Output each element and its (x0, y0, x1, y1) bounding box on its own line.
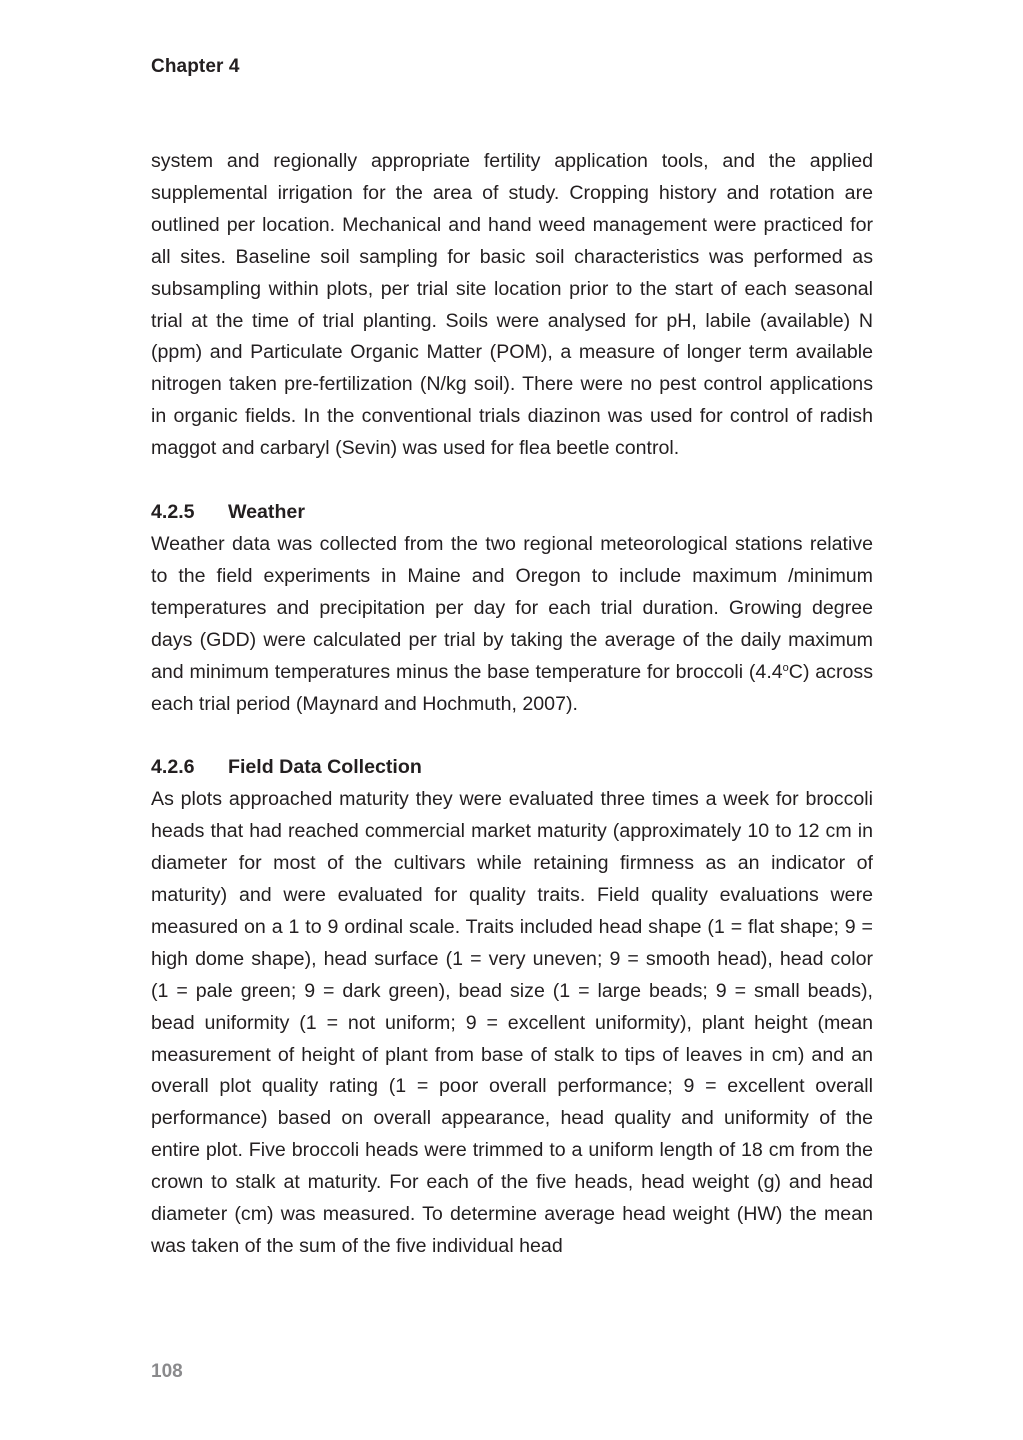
degree-symbol: o (782, 661, 789, 674)
field-data-paragraph: As plots approached maturity they were evaluated three times a week for broccoli heads that had reached commercial market maturity (approximately 10 to 12 cm in diameter for most of the cultivars while retaining firmness as an indicator of maturity) and were evaluated for quality traits. Field quality evaluations were measured on a 1 to 9 ordinal scale. Traits included head shape (1 = flat shape; 9 = high dome shape), head surface (1 = very uneven; 9 = smooth head), head color (1 = pale green; 9 = dark green), bead size (1 = large beads; 9 = small beads), bead uniformity (1 = not uniform; 9 = excellent uniformity), plant height (mean measurement of height of plant from base of stalk to tips of leaves in cm) and an overall plot quality rating (1 = poor overall performance; 9 = excellent overall performance) based on overall appearance, head quality and uniformity of the entire plot. Five broccoli heads were trimmed to a uniform length of 18 cm from the crown to stalk at maturity. For each of the five heads, head weight (g) and head diameter (cm) was measured. To determine average head weight (HW) the mean was taken of the sum of the five individual head (151, 788, 873, 1257)
weather-text-end: C) across each trial period (Maynard and Hochmuth, 2007). (151, 660, 873, 715)
body-text (151, 146, 873, 1263)
section-heading-weather (151, 497, 873, 529)
weather-text: Weather data was collected from the two regional meteorological stations relative to the field experiments in Maine and Oregon to include maximum /minimum temperatures and precipitation per day for each trial duration. Growing degree days (GDD) were calculated per trial by taking the average of the daily maximum and minimum temperatures minus the base temperature for broccoli (4.4 (151, 532, 873, 683)
chapter-header: Chapter 4 (151, 56, 240, 77)
weather-paragraph (151, 529, 873, 720)
section-number: 4.2.6 (151, 756, 195, 779)
section-heading-field-data (151, 752, 873, 784)
intro-paragraph: system and regionally appropriate fertility application tools, and the applied supplemental irrigation for the area of study. Cropping history and rotation are outlined per location. Mechanical and hand weed management were practiced for all sites. Baseline soil sampling for basic soil characteristics was performed as subsampling within plots, per trial site location prior to the start of each seasonal trial at the time of trial planting. Soils were analysed for pH, labile (available) N (ppm) and Particulate Organic Matter (POM), a measure of longer term available nitrogen taken pre-fertilization (N/kg soil). There were no pest control applications in organic fields. In the conventional trials diazinon was used for control of radish maggot and carbaryl (Sevin) was used for flea beetle control. (151, 150, 873, 460)
section-number: 4.2.5 (151, 501, 195, 524)
section-title: Weather (228, 501, 305, 524)
section-title: Field Data Collection (228, 756, 422, 779)
page-number: 108 (151, 1361, 183, 1382)
